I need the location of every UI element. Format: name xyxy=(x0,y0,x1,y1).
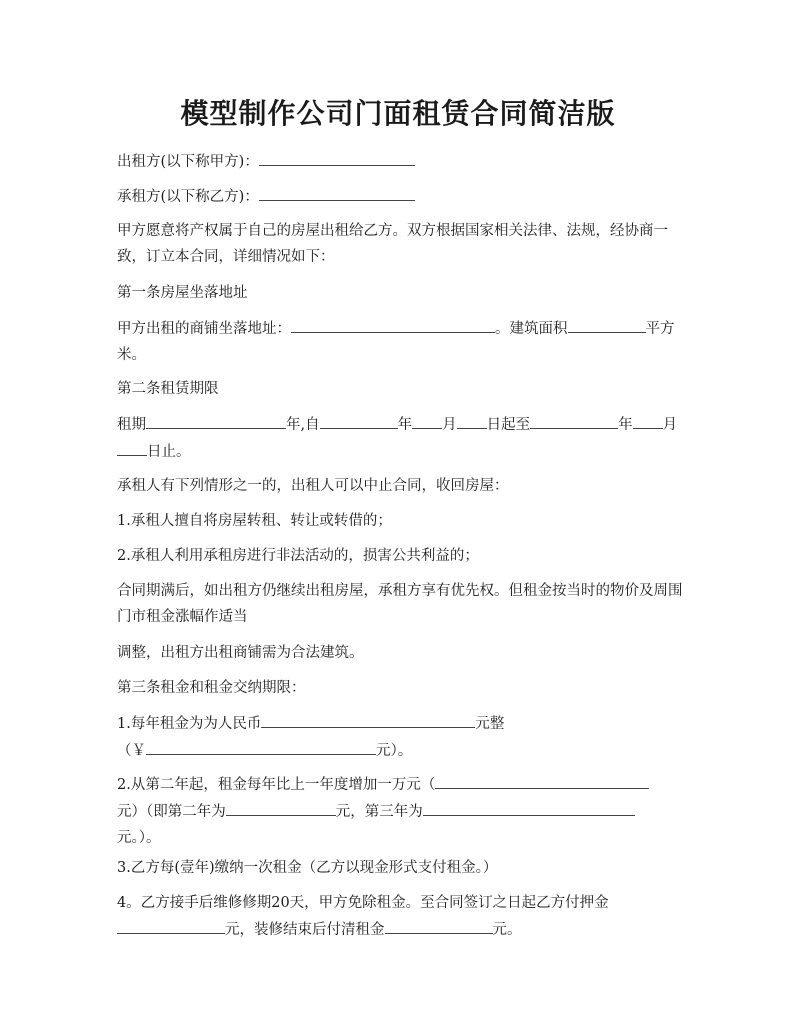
lessee-label: 承租方(以下称乙方)： xyxy=(117,189,259,205)
annual-rent-figure-blank[interactable] xyxy=(146,737,376,755)
lease-term-text: 租期 年,自 年 月 日起至 年 月日止。 xyxy=(117,411,683,465)
rent-item-3: 3.乙方每(壹年)缴纳一次租金（乙方以现金形式支付租金。） xyxy=(117,860,498,876)
annual-rent-blank[interactable] xyxy=(261,710,475,728)
end-day-blank[interactable] xyxy=(117,438,147,456)
lessee-blank[interactable] xyxy=(259,183,415,201)
final-rent-blank[interactable] xyxy=(385,916,493,934)
termination-item-1: 1.承租人擅自将房屋转租、转让或转借的； xyxy=(117,513,392,529)
third-year-blank[interactable] xyxy=(423,798,635,816)
article-3-title: 第三条租金和租金交纳期限： xyxy=(117,680,306,696)
lessor-line xyxy=(117,148,683,175)
rent-item-4: 4。乙方接手后维修修期20天，甲方免除租金。至合同签订之日起乙方付押金 元，装修结束后付清租金 元。 xyxy=(117,895,609,938)
address-blank[interactable] xyxy=(291,315,495,333)
lessor-blank[interactable] xyxy=(259,148,415,166)
lessee-line xyxy=(117,183,683,210)
start-day-blank[interactable] xyxy=(457,411,487,429)
renewal-paragraph: 合同期满后，如出租方仍继续出租房屋，承租方享有优先权。但租金按当时的物价及周围门市租金涨幅作适当 xyxy=(117,583,683,625)
start-month-blank[interactable] xyxy=(412,411,442,429)
lessor-label: 出租方(以下称甲方)： xyxy=(117,154,259,170)
page-title: 模型制作公司门面租赁合同简洁版 xyxy=(180,97,616,130)
rent-item-2: 2.从第二年起，租金每年比上一年度增加一万元（ 元）（即第二年为 元，第三年为 元。）。 xyxy=(117,771,683,851)
adjustment-paragraph: 调整，出租方出租商铺需为合法建筑。 xyxy=(117,645,364,661)
rent-increase-blank[interactable] xyxy=(435,771,649,789)
term-years-blank[interactable] xyxy=(146,411,286,429)
termination-intro: 承租人有下列情形之一的，出租人可以中止合同，收回房屋： xyxy=(117,478,509,494)
deposit-blank[interactable] xyxy=(117,916,225,934)
rent-item-1: 1.每年租金为为人民币 元整 （￥ 元）。 xyxy=(117,710,683,764)
article-1-title: 第一条房屋坐落地址 xyxy=(117,285,248,301)
intro-paragraph: 甲方愿意将产权属于自己的房屋出租给乙方。双方根据国家相关法律、法规，经协商一致，订立本合同，详细情况如下： xyxy=(117,223,668,265)
termination-item-2: 2.承租人利用承租房进行非法活动的，损害公共利益的； xyxy=(117,548,479,564)
end-month-blank[interactable] xyxy=(633,411,663,429)
end-year-blank[interactable] xyxy=(530,411,618,429)
start-year-blank[interactable] xyxy=(320,411,398,429)
article-2-title: 第二条租赁期限 xyxy=(117,381,219,397)
second-year-blank[interactable] xyxy=(226,798,336,816)
article-1-text: 甲方出租的商铺坐落地址： 。建筑面积 平方米。 xyxy=(117,315,683,368)
area-blank[interactable] xyxy=(568,315,646,333)
